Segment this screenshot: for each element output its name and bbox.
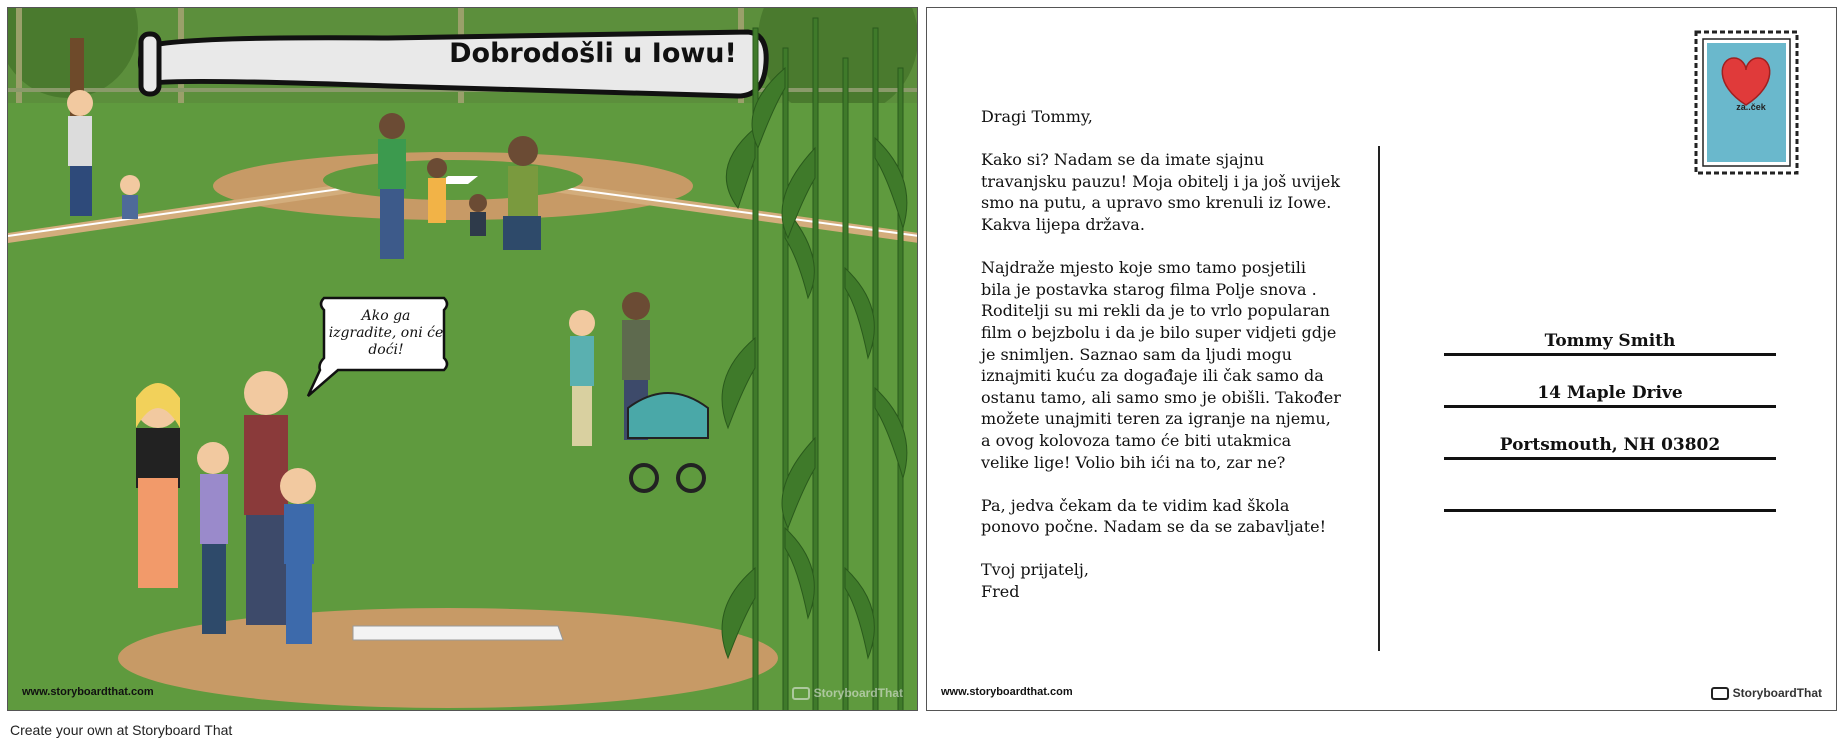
address-line-name xyxy=(1444,319,1776,356)
storyboard-logo-icon xyxy=(1711,687,1729,700)
letter-paragraph: Najdraže mjesto koje smo tamo posjetili bila je postavka starog filma Polje snova . Roditelji su mi rekli da je to vrlo popularan film o bejzbolu i da je bilo super vidjeti gdje je snimljen. Saznao sam da ljudi mogu iznajmiti kuću za događaje ili čak samo da ostanu tamo, ali samo smo je obišli. Također možete unajmiti teren za igranje na njemu, a ovog kolovoza tamo će biti utakmica velike lige! Volio bih ići na to, zar ne? xyxy=(981,258,1341,472)
speech-bubble-line: doći! xyxy=(368,342,404,358)
postage-stamp xyxy=(1694,30,1799,175)
letter-paragraph: Pa, jedva čekam da te vidim kad škola ponovo počne. Nadam se da se zabavljate! xyxy=(981,495,1327,537)
brand-label: StoryboardThat xyxy=(1732,686,1822,700)
address-line-blank xyxy=(1444,475,1776,512)
footer-link[interactable]: Create your own at Storyboard That xyxy=(10,722,233,738)
speech-bubble-text xyxy=(324,308,448,359)
letter-greeting: Dragi Tommy, xyxy=(981,107,1093,126)
letter-paragraph: Kako si? Nadam se da imate sjajnu travanjsku pauzu! Moja obitelj i ja još uvijek smo na putu, a upravo smo krenuli iz Iowe. Kakva lijepa država. xyxy=(981,150,1341,234)
speech-bubble-line: izgradite, oni će xyxy=(328,325,444,341)
address-line-street xyxy=(1444,371,1776,408)
brand-watermark xyxy=(1711,686,1822,700)
brand-watermark xyxy=(792,686,903,700)
brand-label: StoryboardThat xyxy=(813,686,903,700)
address-city: Portsmouth, NH 03802 xyxy=(1499,435,1721,455)
postcard-panel xyxy=(926,7,1837,711)
watermark-url: www.storyboardthat.com xyxy=(941,686,1073,698)
letter-signature: Fred xyxy=(981,582,1020,602)
stamp-label: za..ček xyxy=(1736,102,1766,112)
watermark-url: www.storyboardthat.com xyxy=(22,686,154,698)
storyboard-logo-icon xyxy=(792,687,810,700)
address-name: Tommy Smith xyxy=(1544,331,1676,351)
address-line-city xyxy=(1444,423,1776,460)
postcard-divider xyxy=(1378,146,1380,651)
baseball-field-illustration xyxy=(8,8,918,711)
welcome-banner-text: Dobrodošli u Iowu! xyxy=(449,38,737,69)
speech-bubble-line: Ako ga xyxy=(361,308,411,324)
postcard-letter xyxy=(981,106,1341,603)
scene-panel xyxy=(7,7,918,711)
letter-closing: Tvoj prijatelj, xyxy=(981,560,1089,580)
address-street: 14 Maple Drive xyxy=(1537,383,1683,403)
